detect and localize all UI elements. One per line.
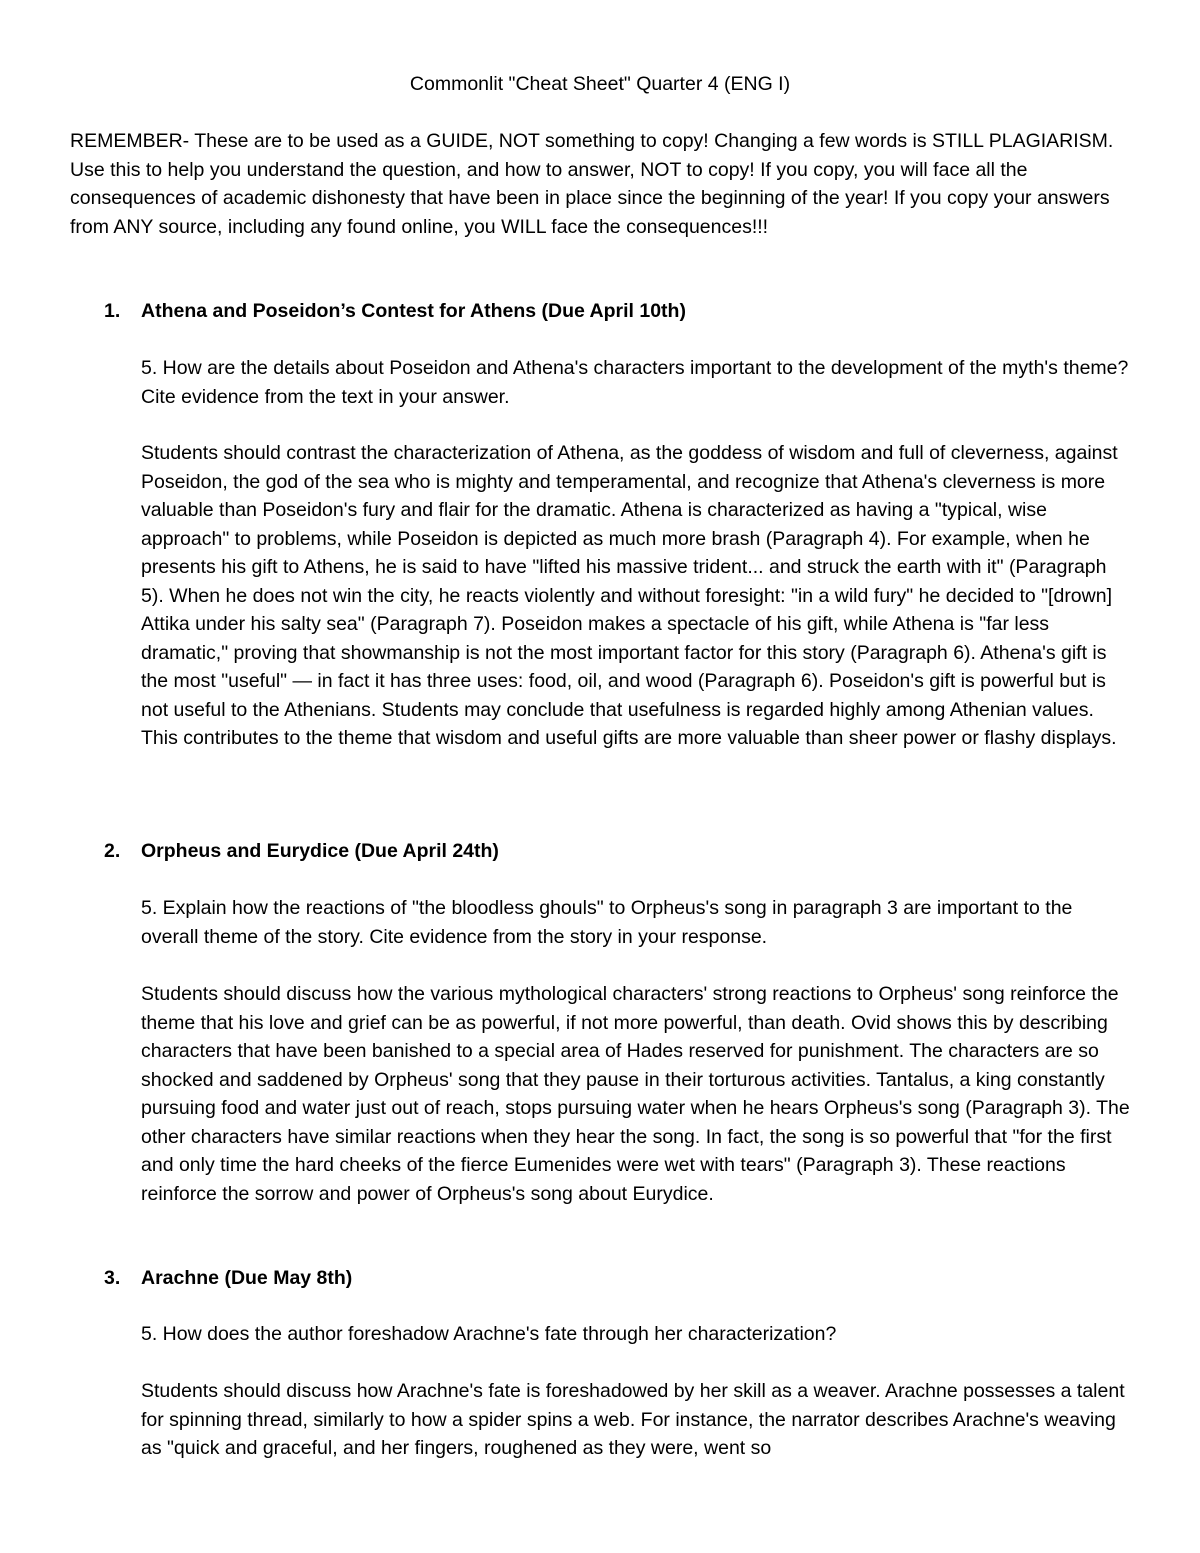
section-3-answer: Students should discuss how Arachne's fate is foreshadowed by her skill as a weaver. Arachne possesses a talent for spinning thread, similarly to how a spider spins a web. For instance, the narrator describes Arachne's weaving as "quick and graceful, and her fingers, roughened as they were, went so: [141, 1380, 1125, 1459]
intro-warning: REMEMBER- These are to be used as a GUIDE, NOT something to copy! Changing a few words is STILL PLAGIARISM. Use this to help you understand the question, and how to answer, NOT to copy! If you copy, you will face all the consequences of academic dishonesty that have been in place since the beginning of the year! If you copy your answers from ANY source, including any found online, you WILL face the consequences!!!: [70, 130, 1114, 238]
section-title: Athena and Poseidon’s Contest for Athens (Due April 10th): [141, 300, 686, 322]
document-title: Commonlit "Cheat Sheet" Quarter 4 (ENG I): [409, 73, 791, 95]
section-title: Arachne (Due May 8th): [141, 1267, 353, 1289]
section-1-heading: [104, 297, 1134, 326]
section-2-question: 5. Explain how the reactions of "the bloodless ghouls" to Orpheus's song in paragraph 3 are important to the overall theme of the story. Cite evidence from the story in your response.: [141, 897, 1073, 948]
section-number: 3.: [104, 1267, 121, 1289]
section-title: Orpheus and Eurydice (Due April 24th): [141, 840, 499, 862]
section-1-answer: Students should contrast the characterization of Athena, as the goddess of wisdom and full of cleverness, against Poseidon, the god of the sea who is mighty and temperamental, and recognize that Athena's cleverness is more valuable than Poseidon's fury and flair for the dramatic. Athena is characterized as having a "typical, wise approach" to problems, while Poseidon is depicted as much more brash (Paragraph 4). For example, when he presents his gift to Athens, he is said to have "lifted his massive trident... and struck the earth with it" (Paragraph 5). When he does not win the city, he reacts violently and without foresight: "in a wild fury" he decided to "[drown] Attika under his salty sea" (Paragraph 7). Poseidon makes a spectacle of his gift, while Athena is "far less dramatic," proving that showmanship is not the most important factor for this story (Paragraph 6). Athena's gift is the most "useful" — in fact it has three uses: food, oil, and wood (Paragraph 6). Poseidon's gift is powerful but is not useful to the Athenians. Students may conclude that usefulness is regarded highly among Athenian values. This contributes to the theme that wisdom and useful gifts are more valuable than sheer power or flashy displays.: [141, 442, 1118, 749]
section-3-question: 5. How does the author foreshadow Arachne's fate through her characterization?: [141, 1323, 837, 1345]
section-number: 1.: [104, 300, 121, 322]
section-2-heading: [104, 837, 1134, 866]
section-number: 2.: [104, 840, 121, 862]
section-2-answer: Students should discuss how the various mythological characters' strong reactions to Orpheus' song reinforce the theme that his love and grief can be as powerful, if not more powerful, than death. Ovid shows this by describing characters that have been banished to a special area of Hades reserved for punishment. The characters are so shocked and saddened by Orpheus' song that they pause in their torturous activities. Tantalus, a king constantly pursuing food and water just out of reach, stops pursuing water when he hears Orpheus's song (Paragraph 3). The other characters have similar reactions when they hear the song. In fact, the song is so powerful that "for the first and only time the hard cheeks of the fierce Eumenides were wet with tears" (Paragraph 3). These reactions reinforce the sorrow and power of Orpheus's song about Eurydice.: [141, 983, 1130, 1205]
section-1-question: 5. How are the details about Poseidon and Athena's characters important to the development of the myth's theme? Cite evidence from the text in your answer.: [141, 357, 1129, 408]
section-3-heading: [104, 1264, 1134, 1293]
